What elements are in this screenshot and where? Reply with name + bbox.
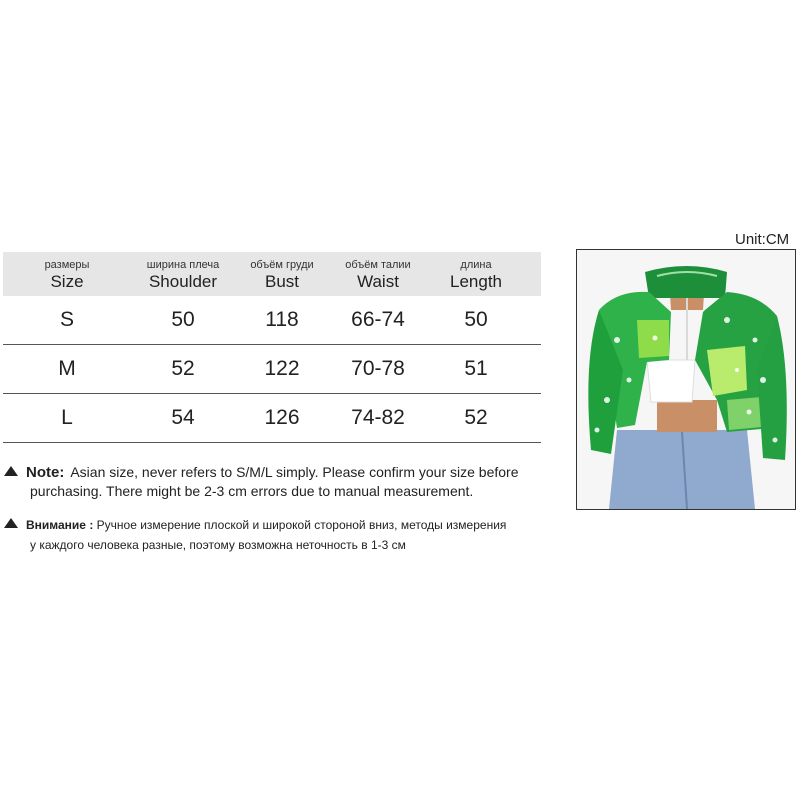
cell-waist: 74-82 <box>351 406 405 429</box>
cell-length: 50 <box>464 308 488 331</box>
note-label: Note: <box>26 464 65 481</box>
unit-label: Unit:CM <box>735 231 790 248</box>
table-row <box>3 345 541 394</box>
cell-bust: 118 <box>265 308 299 331</box>
header-bust: объём груди Bust <box>250 258 314 291</box>
triangle-icon <box>4 518 18 528</box>
cell-size: M <box>58 357 76 380</box>
cell-length: 52 <box>464 406 488 429</box>
cell-size: S <box>59 308 74 331</box>
cell-shoulder: 54 <box>171 406 195 429</box>
cell-length: 51 <box>464 357 488 380</box>
triangle-icon <box>4 466 18 476</box>
note-label-ru: Внимание : <box>26 518 94 532</box>
note-russian <box>4 515 564 555</box>
cell-waist: 70-78 <box>351 357 405 380</box>
product-photo <box>576 249 796 510</box>
jacket-illustration <box>577 250 795 509</box>
size-chart-table <box>3 252 541 443</box>
table-header <box>3 252 541 296</box>
note-text-line2: purchasing. There might be 2-3 cm errors due to manual measurement. <box>30 483 474 499</box>
note-ru-line2: у каждого человека разные, поэтому возможна неточность в 1-3 см <box>30 538 406 552</box>
note-english <box>4 463 564 500</box>
note-text-line1: Asian size, never refers to S/M/L simply. Please confirm your size before <box>70 464 519 480</box>
cell-waist: 66-74 <box>351 308 405 331</box>
note-ru-line1: Ручное измерение плоской и широкой стороной вниз, методы измерения <box>96 518 507 532</box>
header-shoulder: ширина плеча Shoulder <box>146 258 220 291</box>
cell-shoulder: 52 <box>171 357 195 380</box>
header-size: размеры Size <box>44 258 90 291</box>
header-length: длина Length <box>450 258 502 291</box>
cell-size: L <box>61 406 73 429</box>
header-waist: объём талии Waist <box>345 258 411 291</box>
table-row <box>3 394 541 443</box>
cell-bust: 122 <box>264 357 300 380</box>
cell-shoulder: 50 <box>171 308 195 331</box>
table-row <box>3 296 541 345</box>
cell-bust: 126 <box>264 406 300 429</box>
